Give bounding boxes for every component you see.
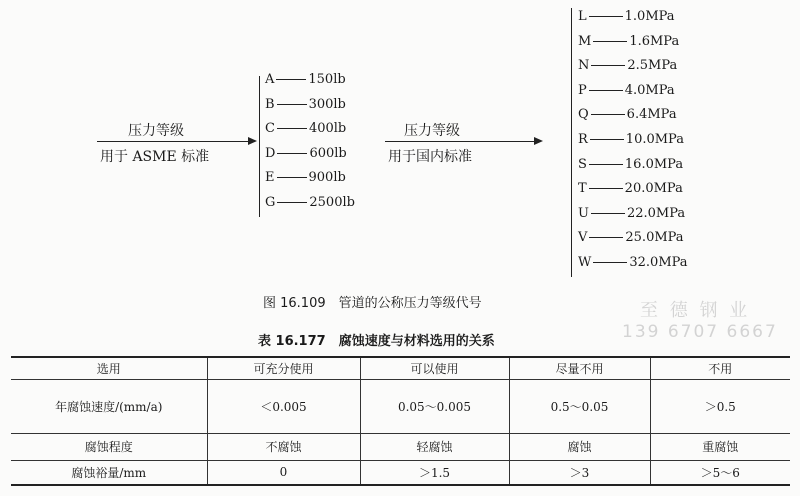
table-cell: 可以使用 — [360, 357, 509, 379]
table-cell: 不腐蚀 — [207, 433, 360, 460]
table-cell: 不用 — [650, 357, 790, 379]
right-item — [578, 255, 688, 270]
left-item — [265, 97, 346, 112]
table-cell: ＞0.5 — [650, 379, 790, 433]
table-row — [11, 357, 790, 379]
right-item — [578, 58, 677, 73]
right-arrow-line — [385, 141, 535, 142]
left-item-dash — [276, 79, 306, 80]
table-cell: 尽量不用 — [509, 357, 650, 379]
left-item-dash — [277, 177, 307, 178]
right-item-dash — [589, 90, 623, 91]
table-cell: ＞3 — [509, 460, 650, 485]
right-item — [578, 181, 683, 196]
right-brace — [571, 8, 572, 277]
left-item-dash — [277, 153, 307, 154]
right-item-value: 2.5MPa — [627, 58, 678, 74]
left-item — [265, 121, 346, 136]
right-arrow-head — [534, 137, 543, 145]
table-cell: 选用 — [11, 357, 207, 379]
table-cell: 重腐蚀 — [650, 433, 790, 460]
left-item — [265, 72, 346, 87]
table-cell: 可充分使用 — [207, 357, 360, 379]
right-item — [578, 107, 677, 122]
right-item-code: Q — [578, 107, 589, 123]
right-item-dash — [589, 164, 623, 165]
table-cell: 年腐蚀速度/(mm/a) — [11, 379, 207, 433]
left-item-value: 2500lb — [309, 195, 355, 210]
left-brace — [259, 76, 260, 217]
right-item-code: L — [578, 9, 587, 24]
right-item — [578, 230, 684, 245]
left-label-top: 压力等级 — [128, 123, 184, 139]
left-arrow-head — [248, 137, 257, 145]
right-item — [578, 157, 683, 172]
left-label-bottom: 用于 ASME 标准 — [100, 149, 210, 165]
left-item-value: 300lb — [308, 96, 346, 112]
table-cell: 0 — [207, 460, 360, 485]
right-item-dash — [589, 188, 623, 189]
right-item — [578, 206, 685, 221]
right-item — [578, 34, 679, 49]
right-item-code: N — [578, 58, 590, 74]
corrosion-table — [11, 356, 790, 486]
table-cell: 腐蚀程度 — [11, 433, 207, 460]
right-item-dash — [590, 139, 624, 140]
right-item-value: 1.0MPa — [624, 9, 675, 24]
left-arrow-line — [97, 141, 249, 142]
left-item — [265, 146, 347, 161]
table-cell: 0.5～0.05 — [509, 379, 650, 433]
right-item-code: M — [578, 33, 592, 49]
right-item-dash — [591, 213, 625, 214]
table-cell: 轻腐蚀 — [360, 433, 509, 460]
right-item-value: 32.0MPa — [629, 255, 688, 270]
left-item-code: E — [265, 170, 275, 186]
left-item-code: C — [265, 121, 275, 137]
right-item — [578, 83, 675, 98]
left-item-code: B — [265, 96, 275, 112]
right-item-code: P — [578, 82, 587, 98]
left-item-dash — [277, 104, 307, 105]
right-item-code: S — [578, 156, 587, 172]
right-item-dash — [589, 237, 623, 238]
left-item-value: 600lb — [309, 145, 347, 161]
table-cell: ＞5～6 — [650, 460, 790, 485]
right-item-value: 4.0MPa — [624, 82, 675, 98]
table-cell: 腐蚀 — [509, 433, 650, 460]
left-item-dash — [277, 128, 307, 129]
table-row — [11, 379, 790, 433]
right-item-code: U — [578, 205, 589, 221]
table-cell: 0.05～0.005 — [360, 379, 509, 433]
left-item-value: 400lb — [308, 121, 347, 137]
table-cell: ＜0.005 — [207, 379, 360, 433]
right-item-dash — [591, 65, 625, 66]
left-item-value: 150lb — [308, 72, 346, 87]
right-item-value: 6.4MPa — [626, 107, 677, 123]
left-item-code: D — [265, 145, 276, 161]
right-item-dash — [589, 16, 623, 17]
left-item-code: G — [265, 195, 276, 210]
right-item-dash — [593, 262, 627, 263]
right-label-bottom: 用于国内标准 — [388, 149, 472, 165]
left-item — [265, 170, 346, 185]
right-item-code: W — [578, 255, 592, 270]
left-item-code: A — [265, 72, 275, 87]
right-item — [578, 132, 684, 147]
right-item-value: 16.0MPa — [624, 156, 684, 172]
right-item — [578, 9, 675, 24]
right-item-code: R — [578, 132, 588, 147]
right-item-value: 20.0MPa — [624, 181, 683, 197]
figure-caption: 图 16.109 管道的公称压力等级代号 — [263, 296, 482, 311]
right-label-top: 压力等级 — [404, 123, 460, 139]
table-row — [11, 433, 790, 460]
left-item-dash — [277, 202, 307, 203]
watermark-phone: 139 6707 6667 — [622, 322, 778, 342]
right-item-code: T — [578, 181, 587, 197]
table-row — [11, 460, 790, 485]
watermark-name: 至 德 钢 业 — [640, 300, 751, 321]
table-cell: ＞1.5 — [360, 460, 509, 485]
right-item-dash — [593, 41, 627, 42]
right-item-code: V — [578, 230, 588, 246]
table-cell: 腐蚀裕量/mm — [11, 460, 207, 485]
right-item-dash — [591, 114, 625, 115]
left-item — [265, 195, 355, 210]
right-item-value: 25.0MPa — [625, 230, 684, 246]
right-item-value: 10.0MPa — [625, 132, 684, 147]
table-caption: 表 16.177 腐蚀速度与材料选用的关系 — [258, 334, 495, 349]
left-item-value: 900lb — [308, 170, 346, 186]
right-item-value: 22.0MPa — [626, 205, 686, 221]
right-item-value: 1.6MPa — [629, 33, 680, 49]
